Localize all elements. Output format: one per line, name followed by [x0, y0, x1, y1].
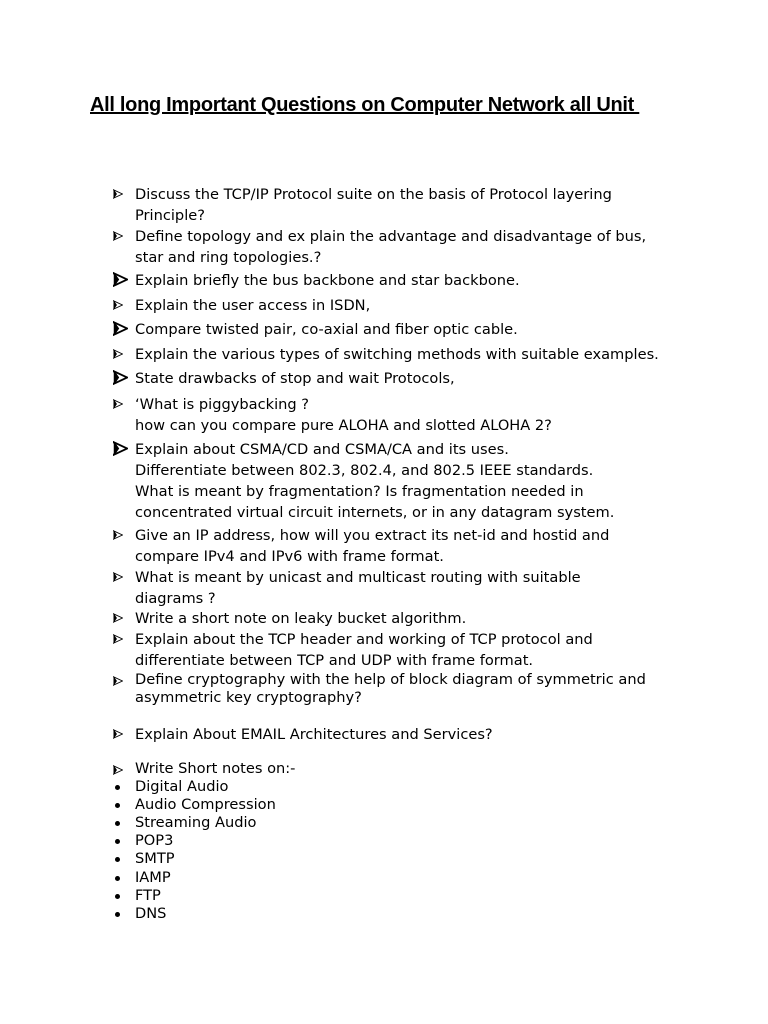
question-item — [113, 368, 695, 389]
question-text: compare IPv4 and IPv6 with frame format. — [135, 548, 444, 565]
question-text: Principle? — [135, 207, 205, 224]
question-text: Write Short notes on:- — [135, 760, 296, 777]
small-arrow-bullet-icon — [113, 300, 135, 310]
question-item — [113, 724, 695, 745]
question-text: Define cryptography with the help of block diagram of symmetric and — [135, 671, 646, 688]
short-note-text: Audio Compression — [135, 796, 276, 814]
question-text: Explain the user access in ISDN, — [135, 297, 371, 314]
question-item — [113, 270, 695, 291]
question-text: star and ring topologies.? — [135, 249, 322, 266]
short-note-item — [113, 869, 171, 887]
question-item — [113, 567, 695, 609]
question-text: Differentiate between 802.3, 802.4, and 802.5 IEEE standards. — [135, 462, 594, 479]
question-text: concentrated virtual circuit internets, or in any datagram system. — [135, 504, 615, 521]
question-item — [113, 394, 695, 436]
bullet-dot-icon — [115, 839, 120, 844]
question-item — [113, 295, 695, 316]
short-note-item — [113, 887, 161, 905]
question-item — [113, 226, 695, 268]
question-item — [113, 344, 695, 365]
question-text: Explain About EMAIL Architectures and Services? — [135, 726, 493, 743]
question-text: Define topology and ex plain the advantage and disadvantage of bus, — [135, 228, 647, 245]
question-text: What is meant by fragmentation? Is fragmentation needed in — [135, 483, 584, 500]
question-item — [113, 184, 695, 226]
small-arrow-bullet-icon — [113, 613, 135, 623]
small-arrow-bullet-icon — [113, 729, 135, 739]
small-arrow-bullet-icon — [113, 572, 135, 582]
bullet-dot-icon — [115, 876, 120, 881]
small-arrow-bullet-icon — [113, 634, 135, 644]
small-arrow-bullet-icon — [113, 530, 135, 540]
bullet-dot-icon — [115, 803, 120, 808]
short-note-text: FTP — [135, 886, 161, 904]
question-text: Explain briefly the bus backbone and star backbone. — [135, 272, 520, 289]
bullet-dot-icon — [115, 894, 120, 899]
bullet-dot-icon — [115, 821, 120, 826]
small-arrow-bullet-icon — [113, 399, 135, 409]
question-text: Write a short note on leaky bucket algorithm. — [135, 610, 467, 627]
small-arrow-bullet-icon — [113, 349, 135, 359]
question-text: Explain about the TCP header and working of TCP protocol and — [135, 631, 593, 648]
bullet-dot-icon — [115, 912, 120, 917]
short-note-text: DNS — [135, 904, 167, 922]
bullet-dot-icon — [115, 857, 120, 862]
small-arrow-bullet-icon — [113, 676, 135, 686]
question-text: how can you compare pure ALOHA and slotted ALOHA 2? — [135, 417, 552, 434]
question-text: Explain the various types of switching methods with suitable examples. — [135, 346, 659, 363]
short-note-text: SMTP — [135, 850, 175, 868]
large-arrow-bullet-icon — [113, 272, 135, 287]
question-text: asymmetric key cryptography? — [135, 689, 362, 706]
short-note-text: Streaming Audio — [135, 814, 257, 832]
short-note-text: Digital Audio — [135, 778, 229, 795]
question-text: diagrams ? — [135, 590, 216, 607]
small-arrow-bullet-icon — [113, 231, 135, 241]
short-note-text: POP3 — [135, 832, 174, 850]
short-note-item — [113, 796, 276, 814]
question-text: State drawbacks of stop and wait Protocols, — [135, 370, 455, 387]
large-arrow-bullet-icon — [113, 441, 135, 456]
question-item — [113, 608, 695, 629]
page-title: All long Important Questions on Computer Network all Unit — [90, 94, 640, 116]
question-text: differentiate between TCP and UDP with frame format. — [135, 652, 534, 669]
large-arrow-bullet-icon — [113, 370, 135, 385]
question-item — [113, 525, 695, 567]
question-item — [113, 760, 695, 778]
bullet-dot-icon — [115, 785, 120, 790]
short-note-item — [113, 905, 166, 923]
question-text: Give an IP address, how will you extract its net-id and hostid and — [135, 527, 610, 544]
short-note-item — [113, 778, 228, 796]
question-item — [113, 671, 695, 707]
large-arrow-bullet-icon — [113, 321, 135, 336]
small-arrow-bullet-icon — [113, 189, 135, 199]
short-note-item — [113, 814, 257, 832]
small-arrow-bullet-icon — [113, 765, 135, 775]
question-item — [113, 439, 695, 523]
question-item — [113, 629, 695, 671]
question-item — [113, 319, 695, 340]
short-note-text: IAMP — [135, 868, 171, 886]
question-text: ‘What is piggybacking ? — [135, 396, 310, 413]
short-note-item — [113, 850, 175, 868]
short-note-item — [113, 832, 173, 850]
question-text: Compare twisted pair, co-axial and fiber optic cable. — [135, 321, 518, 338]
question-text: Discuss the TCP/IP Protocol suite on the basis of Protocol layering — [135, 186, 612, 203]
question-text: Explain about CSMA/CD and CSMA/CA and its uses. — [135, 441, 509, 458]
question-text: What is meant by unicast and multicast routing with suitable — [135, 569, 581, 586]
